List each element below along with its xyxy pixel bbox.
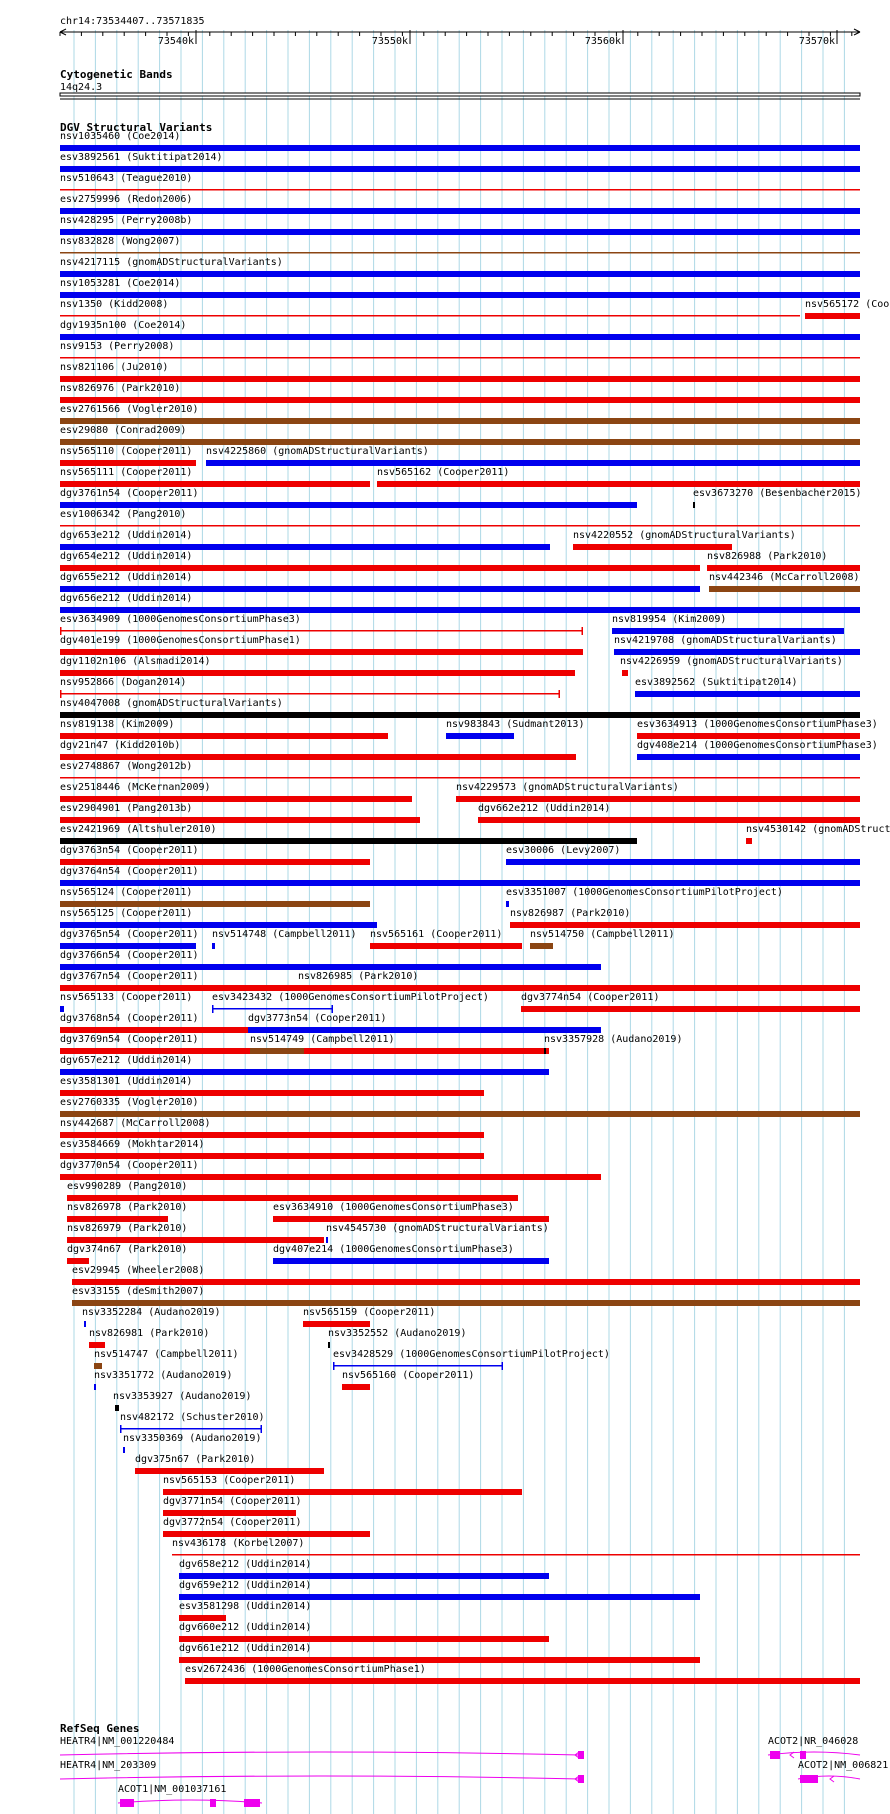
sv-dgv660e212-label: dgv660e212 (Uddin2014) [179,1622,312,1633]
sv-esv3581298-label: esv3581298 (Uddin2014) [179,1601,312,1612]
sv-nsv4545730-label: nsv4545730 (gnomADStructuralVariants) [326,1223,549,1234]
sv-dgv3767n54-label: dgv3767n54 (Cooper2011) [60,971,199,982]
sv-esv29945-label: esv29945 (Wheeler2008) [72,1265,205,1276]
sv-nsv4545730-bar[interactable] [326,1237,328,1243]
sv-dgv653e212-bar[interactable] [60,544,550,550]
sv-nsv565110-bar[interactable] [60,460,196,466]
cytobands-title: Cytogenetic Bands [60,68,173,81]
sv-nsv4217115-label: nsv4217115 (gnomADStructuralVariants) [60,257,283,268]
sv-nsv3350369-bar[interactable] [123,1447,125,1453]
sv-esv3634913-bar[interactable] [637,733,860,739]
sv-nsv4229573-bar[interactable] [456,796,860,802]
gene-acot1-exon[interactable] [120,1799,134,1807]
sv-esv30006-bar[interactable] [506,859,860,865]
sv-dgv3766n54-label: dgv3766n54 (Cooper2011) [60,950,199,961]
sv-nsv826985-label: nsv826985 (Park2010) [298,971,419,982]
sv-dgv3764n54-label: dgv3764n54 (Cooper2011) [60,866,199,877]
sv-esv2748867-label: esv2748867 (Wong2012b) [60,761,193,772]
sv-nsv514748-label: nsv514748 (Campbell2011) [212,929,357,940]
sv-nsv482172-label: nsv482172 (Schuster2010) [120,1412,265,1423]
sv-esv29080-label: esv29080 (Conrad2009) [60,425,187,436]
sv-dgv3771n54-label: dgv3771n54 (Cooper2011) [163,1496,302,1507]
sv-esv2904901-label: esv2904901 (Pang2013b) [60,803,193,814]
sv-esv2518446-label: esv2518446 (McKernan2009) [60,782,211,793]
sv-nsv3357928-bar[interactable] [544,1048,546,1054]
sv-esv990289-bar[interactable] [67,1195,518,1201]
sv-esv2672436-label: esv2672436 (1000GenomesConsortiumPhase1) [185,1664,426,1675]
sv-esv1006342-label: esv1006342 (Pang2010) [60,509,187,520]
sv-nsv832828-label: nsv832828 (Wong2007) [60,236,181,247]
sv-dgv3761n54-label: dgv3761n54 (Cooper2011) [60,488,199,499]
sv-esv3428529-end-tick [502,1362,504,1370]
sv-nsv1350-bar[interactable] [60,315,800,317]
sv-dgv3764n54-bar[interactable] [60,880,860,886]
sv-nsv565153-label: nsv565153 (Cooper2011) [163,1475,296,1486]
sv-nsv565159-bar[interactable] [303,1321,370,1327]
gene-acot2-intron [768,1752,860,1755]
sv-nsv565111-label: nsv565111 (Cooper2011) [60,467,193,478]
sv-nsv482172-end-tick [261,1425,263,1433]
sv-dgv374n67-bar[interactable] [67,1258,89,1264]
gene-heatr4-label: HEATR4|NM_203309 [60,1760,157,1771]
sv-esv3634909-start-tick [60,627,62,635]
sv-nsv826987-label: nsv826987 (Park2010) [510,908,631,919]
gene-acot1-intron [118,1800,262,1803]
sv-dgv3769n54-bar[interactable] [60,1048,549,1054]
sv-esv3673270-label: esv3673270 (Besenbacher2015) [693,488,862,499]
sv-dgv3771n54-bar[interactable] [163,1510,296,1516]
sv-nsv4226959-label: nsv4226959 (gnomADStructuralVariants) [620,656,843,667]
sv-nsv821106-bar[interactable] [60,376,860,382]
sv-esv33155-label: esv33155 (deSmith2007) [72,1286,205,1297]
sv-nsv826978-label: nsv826978 (Park2010) [67,1202,188,1213]
sv-nsv482172-bar[interactable] [120,1428,262,1430]
sv-nsv3357928-label: nsv3357928 (Audano2019) [544,1034,683,1045]
sv-nsv565124-label: nsv565124 (Cooper2011) [60,887,193,898]
sv-dgv657e212-bar[interactable] [60,1069,549,1075]
sv-esv3423432-label: esv3423432 (1000GenomesConsortiumPilotProject) [212,992,489,1003]
sv-nsv565125-bar[interactable] [60,922,377,928]
sv-esv29080-bar[interactable] [60,439,860,445]
sv-nsv1035460-bar[interactable] [60,145,860,151]
sv-nsv826978-bar[interactable] [67,1216,168,1222]
sv-dgv3766n54-bar[interactable] [60,964,601,970]
sv-nsv983843-bar[interactable] [446,733,514,739]
sv-dgv401e199-label: dgv401e199 (1000GenomesConsortiumPhase1) [60,635,301,646]
sv-dgv3774n54-bar[interactable] [521,1006,860,1012]
sv-nsv4217115-bar[interactable] [60,271,860,277]
sv-nsv3352284-label: nsv3352284 (Audano2019) [82,1307,221,1318]
sv-nsv9153-bar[interactable] [60,357,860,359]
sv-esv3892562-bar[interactable] [635,691,860,697]
sv-esv3634910-bar[interactable] [273,1216,549,1222]
sv-dgv3774n54-label: dgv3774n54 (Cooper2011) [521,992,660,1003]
sv-esv2518446-bar[interactable] [60,796,412,802]
sv-dgv657e212-label: dgv657e212 (Uddin2014) [60,1055,193,1066]
sv-nsv565162-label: nsv565162 (Cooper2011) [377,467,510,478]
cytoband-label: 14q24.3 [60,82,103,93]
gene-heatr4-label: HEATR4|NM_001220484 [60,1736,175,1747]
sv-nsv4047008-label: nsv4047008 (gnomADStructuralVariants) [60,698,283,709]
ruler-tick-label: 73540k [157,36,194,47]
sv-nsv4220552-label: nsv4220552 (gnomADStructuralVariants) [573,530,796,541]
sv-nsv826988-label: nsv826988 (Park2010) [707,551,828,562]
sv-esv2748867-bar[interactable] [60,777,860,779]
sv-esv990289-label: esv990289 (Pang2010) [67,1181,188,1192]
sv-nsv4219708-label: nsv4219708 (gnomADStructuralVariants) [614,635,837,646]
sv-dgv3765n54-bar[interactable] [60,943,196,949]
sv-nsv514747-label: nsv514747 (Campbell2011) [94,1349,239,1360]
sv-esv2421969-label: esv2421969 (Altshuler2010) [60,824,217,835]
sv-nsv826979-bar[interactable] [67,1237,324,1243]
sv-nsv821106-label: nsv821106 (Ju2010) [60,362,169,373]
sv-esv3584669-bar[interactable] [60,1153,484,1159]
sv-esv29945-bar[interactable] [72,1279,860,1285]
sv-dgv3769n54-label: dgv3769n54 (Cooper2011) [60,1034,199,1045]
ruler-tick-label: 73550k [371,36,408,47]
sv-nsv442687-bar[interactable] [60,1132,484,1138]
sv-nsv3350369-label: nsv3350369 (Audano2019) [123,1433,262,1444]
sv-dgv653e212-label: dgv653e212 (Uddin2014) [60,530,193,541]
sv-dgv1102n106-label: dgv1102n106 (Alsmadi2014) [60,656,211,667]
sv-dgv408e214-label: dgv408e214 (1000GenomesConsortiumPhase3) [637,740,878,751]
sv-esv3423432-end-tick [332,1005,334,1013]
sv-dgv658e212-label: dgv658e212 (Uddin2014) [179,1559,312,1570]
sv-nsv565172-bar[interactable] [805,313,860,319]
sv-nsv826987-bar[interactable] [510,922,860,928]
sv-nsv819138-bar[interactable] [60,733,388,739]
sv-dgv659e212-label: dgv659e212 (Uddin2014) [179,1580,312,1591]
sv-dgv662e212-bar[interactable] [478,817,860,823]
gene-acot2-label: ACOT2|NM_006821 [798,1760,889,1771]
sv-nsv4226959-bar[interactable] [622,670,628,676]
sv-esv3423432-bar[interactable] [212,1008,333,1010]
sv-dgv375n67-bar[interactable] [135,1468,324,1474]
sv-esv3584669-label: esv3584669 (Mokhtar2014) [60,1139,205,1150]
sv-nsv565160-bar[interactable] [342,1384,370,1390]
sv-esv30006-label: esv30006 (Levy2007) [506,845,621,856]
sv-nsv1035460-label: nsv1035460 (Coe2014) [60,131,181,142]
sv-dgv1935n100-bar[interactable] [60,334,860,340]
sv-nsv3351772-bar[interactable] [94,1384,96,1390]
dgv-title: DGV Structural Variants [60,121,213,134]
sv-nsv3353927-bar[interactable] [115,1405,119,1411]
sv-nsv826981-label: nsv826981 (Park2010) [89,1328,210,1339]
sv-nsv826988-bar[interactable] [707,565,860,571]
sv-nsv514749-label: nsv514749 (Campbell2011) [250,1034,395,1045]
sv-nsv826976-bar[interactable] [60,397,860,403]
sv-nsv565124-bar[interactable] [60,901,370,907]
sv-esv3581298-bar[interactable] [179,1615,226,1621]
sv-dgv654e212-bar[interactable] [60,565,700,571]
sv-nsv442687-label: nsv442687 (McCarroll2008) [60,1118,211,1129]
ruler-position: chr14:73534407..73571835 [60,16,205,27]
sv-esv2760335-label: esv2760335 (Vogler2010) [60,1097,199,1108]
sv-dgv3770n54-label: dgv3770n54 (Cooper2011) [60,1160,199,1171]
sv-dgv660e212-bar[interactable] [179,1636,549,1642]
sv-esv3892561-bar[interactable] [60,166,860,172]
sv-nsv832828-bar[interactable] [60,252,860,254]
sv-nsv826981-bar[interactable] [89,1342,105,1348]
sv-nsv4047008-bar[interactable] [60,712,860,718]
cytoband-bar [60,93,860,96]
sv-nsv565172-label: nsv565172 (Coo [805,299,890,310]
sv-nsv819954-bar[interactable] [612,628,844,634]
sv-nsv952866-end-tick [559,690,561,698]
sv-nsv983843-label: nsv983843 (Sudmant2013) [446,719,585,730]
sv-esv3634909-end-tick [582,627,584,635]
sv-esv3673270-bar[interactable] [693,502,695,508]
sv-nsv565110-label: nsv565110 (Cooper2011) [60,446,193,457]
sv-nsv514748-bar[interactable] [212,943,215,949]
sv-dgv3773n54-bar[interactable] [248,1027,601,1033]
sv-esv2672436-bar[interactable] [185,1678,860,1684]
sv-dgv3770n54-bar[interactable] [60,1174,601,1180]
sv-nsv565162-bar[interactable] [377,481,860,487]
sv-esv3634913-label: esv3634913 (1000GenomesConsortiumPhase3) [637,719,878,730]
gene-acot2-exon[interactable] [800,1751,806,1759]
sv-esv3351007-bar[interactable] [506,901,509,907]
sv-esv3351007-label: esv3351007 (1000GenomesConsortiumPilotProject) [506,887,783,898]
gene-acot2-label: ACOT2|NR_046028 [768,1736,859,1747]
sv-nsv819954-label: nsv819954 (Kim2009) [612,614,727,625]
sv-nsv482172-start-tick [120,1425,122,1433]
sv-nsv3351772-label: nsv3351772 (Audano2019) [94,1370,233,1381]
sv-dgv655e212-label: dgv655e212 (Uddin2014) [60,572,193,583]
sv-dgv3761n54-bar[interactable] [60,502,637,508]
sv-nsv4229573-label: nsv4229573 (gnomADStructuralVariants) [456,782,679,793]
sv-nsv819138-label: nsv819138 (Kim2009) [60,719,175,730]
sv-esv3892561-label: esv3892561 (Suktitipat2014) [60,152,223,163]
refseq-title: RefSeq Genes [60,1722,140,1735]
sv-nsv510643-bar[interactable] [60,189,860,191]
gene-acot1-label: ACOT1|NM_001037161 [118,1784,227,1795]
sv-esv2759996-bar[interactable] [60,208,860,214]
sv-nsv1053281-label: nsv1053281 (Coe2014) [60,278,181,289]
sv-nsv826979-label: nsv826979 (Park2010) [67,1223,188,1234]
sv-esv3428529-bar[interactable] [333,1365,503,1367]
sv-dgv408e214-bar[interactable] [637,754,860,760]
sv-nsv442346-bar[interactable] [709,586,860,592]
sv-esv3581301-label: esv3581301 (Uddin2014) [60,1076,193,1087]
sv-dgv375n67-label: dgv375n67 (Park2010) [135,1454,256,1465]
sv-esv33155-bar[interactable] [72,1300,860,1306]
sv-nsv436178-label: nsv436178 (Korbel2007) [172,1538,305,1549]
sv-esv2761566-bar[interactable] [60,418,860,424]
sv-nsv436178-bar[interactable] [172,1554,860,1556]
gene-acot2-exon[interactable] [770,1751,780,1759]
sv-nsv952866-start-tick [60,690,62,698]
sv-nsv510643-label: nsv510643 (Teague2010) [60,173,193,184]
sv-dgv656e212-bar[interactable] [60,607,860,613]
sv-dgv661e212-bar[interactable] [179,1657,700,1663]
sv-dgv3765n54-label: dgv3765n54 (Cooper2011) [60,929,199,940]
sv-esv2760335-bar[interactable] [60,1111,860,1117]
sv-esv2904901-bar[interactable] [60,817,420,823]
sv-dgv374n67-label: dgv374n67 (Park2010) [67,1244,188,1255]
sv-nsv428295-bar[interactable] [60,229,860,235]
sv-nsv565133-label: nsv565133 (Cooper2011) [60,992,193,1003]
sv-nsv514747-bar[interactable] [94,1363,102,1369]
sv-nsv3352284-bar[interactable] [84,1321,86,1327]
sv-nsv3353927-label: nsv3353927 (Audano2019) [113,1391,252,1402]
sv-nsv4225860-bar[interactable] [206,460,860,466]
sv-nsv9153-label: nsv9153 (Perry2008) [60,341,175,352]
sv-nsv442346-label: nsv442346 (McCarroll2008) [709,572,860,583]
sv-dgv21n47-label: dgv21n47 (Kidd2010b) [60,740,181,751]
sv-dgv3772n54-bar[interactable] [163,1531,370,1537]
gene-acot1-exon[interactable] [210,1799,216,1807]
gene-acot1-exon[interactable] [244,1799,260,1807]
sv-esv3634909-label: esv3634909 (1000GenomesConsortiumPhase3) [60,614,301,625]
sv-dgv3763n54-label: dgv3763n54 (Cooper2011) [60,845,199,856]
sv-nsv565133-bar[interactable] [60,1006,64,1012]
sv-nsv565153-bar[interactable] [163,1489,522,1495]
sv-nsv514749-bar[interactable] [250,1048,304,1054]
sv-esv3428529-start-tick [333,1362,335,1370]
sv-nsv4530142-bar[interactable] [746,838,752,844]
sv-dgv1935n100-label: dgv1935n100 (Coe2014) [60,320,187,331]
sv-nsv565161-label: nsv565161 (Cooper2011) [370,929,503,940]
sv-nsv4225860-label: nsv4225860 (gnomADStructuralVariants) [206,446,429,457]
sv-nsv826976-label: nsv826976 (Park2010) [60,383,181,394]
sv-nsv952866-label: nsv952866 (Dogan2014) [60,677,187,688]
sv-dgv661e212-label: dgv661e212 (Uddin2014) [179,1643,312,1654]
sv-nsv4530142-label: nsv4530142 (gnomADStruct [746,824,890,835]
sv-nsv565111-bar[interactable] [60,481,370,487]
sv-dgv407e214-label: dgv407e214 (1000GenomesConsortiumPhase3) [273,1244,514,1255]
sv-dgv3763n54-bar[interactable] [60,859,370,865]
sv-dgv656e212-label: dgv656e212 (Uddin2014) [60,593,193,604]
sv-nsv565125-label: nsv565125 (Cooper2011) [60,908,193,919]
sv-dgv3773n54-label: dgv3773n54 (Cooper2011) [248,1013,387,1024]
sv-dgv659e212-bar[interactable] [179,1594,700,1600]
sv-esv2421969-bar[interactable] [60,838,637,844]
sv-nsv514750-label: nsv514750 (Campbell2011) [530,929,675,940]
sv-nsv565160-label: nsv565160 (Cooper2011) [342,1370,475,1381]
sv-dgv3768n54-label: dgv3768n54 (Cooper2011) [60,1013,199,1024]
ruler-tick-label: 73560k [584,36,621,47]
sv-esv1006342-bar[interactable] [60,525,860,527]
sv-dgv401e199-bar[interactable] [60,649,583,655]
sv-nsv428295-label: nsv428295 (Perry2008b) [60,215,193,226]
sv-esv3581301-bar[interactable] [60,1090,484,1096]
sv-nsv3352552-bar[interactable] [328,1342,330,1348]
strand-arrow-icon [830,1776,834,1782]
sv-dgv1102n106-bar[interactable] [60,670,575,676]
sv-esv3634910-label: esv3634910 (1000GenomesConsortiumPhase3) [273,1202,514,1213]
sv-dgv655e212-bar[interactable] [60,586,700,592]
sv-esv2761566-label: esv2761566 (Vogler2010) [60,404,199,415]
sv-dgv658e212-bar[interactable] [179,1573,549,1579]
sv-dgv407e214-bar[interactable] [273,1258,549,1264]
sv-nsv1350-label: nsv1350 (Kidd2008) [60,299,169,310]
ruler-tick-label: 73570k [798,36,835,47]
sv-dgv3772n54-label: dgv3772n54 (Cooper2011) [163,1517,302,1528]
sv-nsv565161-bar[interactable] [370,943,522,949]
sv-dgv654e212-label: dgv654e212 (Uddin2014) [60,551,193,562]
sv-nsv4219708-bar[interactable] [614,649,860,655]
gene-acot2-exon[interactable] [800,1775,818,1783]
sv-esv3423432-start-tick [212,1005,214,1013]
sv-esv3428529-label: esv3428529 (1000GenomesConsortiumPilotProject) [333,1349,610,1360]
sv-nsv4220552-bar[interactable] [573,544,732,550]
sv-nsv826985-bar[interactable] [298,985,860,991]
sv-nsv952866-bar[interactable] [60,693,560,695]
sv-nsv565159-label: nsv565159 (Cooper2011) [303,1307,436,1318]
sv-nsv514750-bar[interactable] [530,943,553,949]
sv-esv3634909-bar[interactable] [60,630,583,632]
sv-dgv662e212-label: dgv662e212 (Uddin2014) [478,803,611,814]
sv-dgv21n47-bar[interactable] [60,754,576,760]
sv-esv2759996-label: esv2759996 (Redon2006) [60,194,193,205]
sv-esv3892562-label: esv3892562 (Suktitipat2014) [635,677,798,688]
sv-nsv1053281-bar[interactable] [60,292,860,298]
sv-nsv3352552-label: nsv3352552 (Audano2019) [328,1328,467,1339]
